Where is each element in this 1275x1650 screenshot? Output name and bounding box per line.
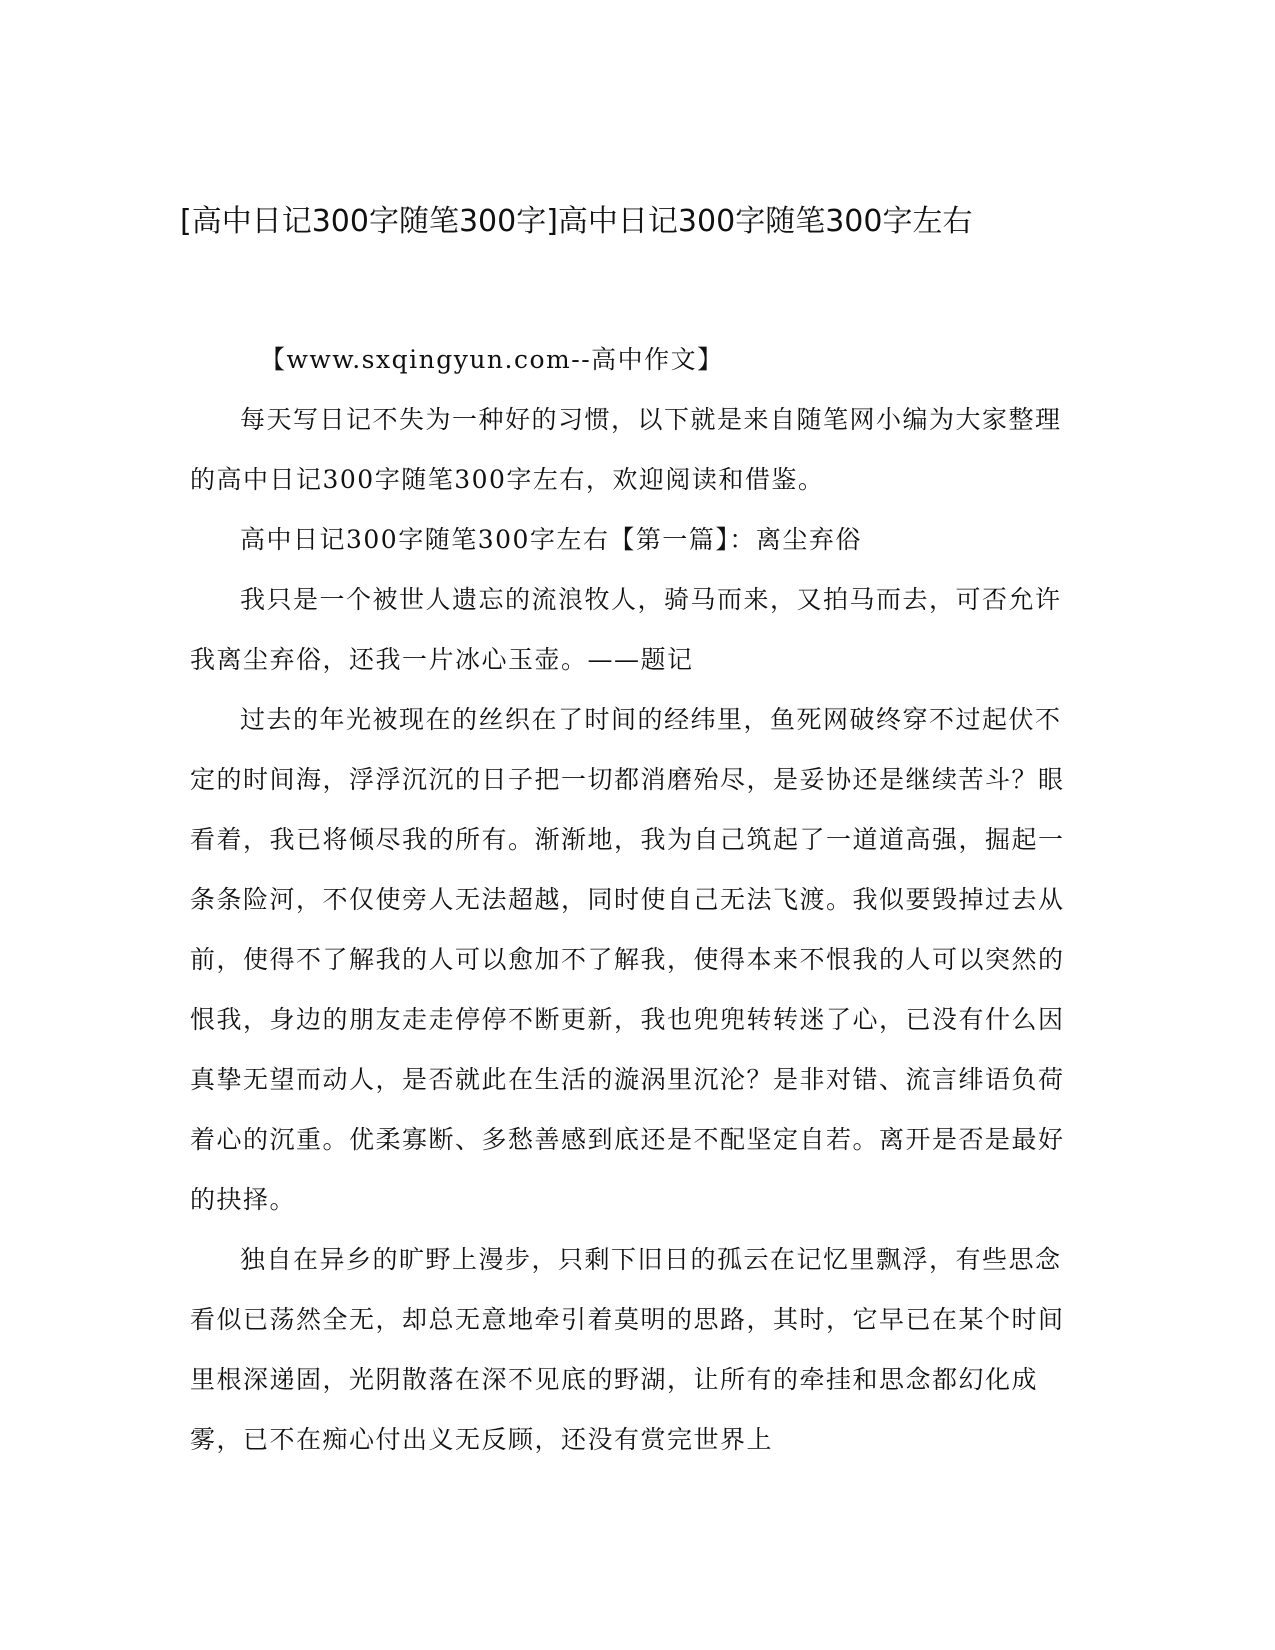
document-body xyxy=(190,330,1080,1470)
paragraph-body-1: 过去的年光被现在的丝织在了时间的经纬里，鱼死网破终穿不过起伏不定的时间海，浮浮沉沉的日子把一切都消磨殆尽，是妥协还是继续苦斗？眼看着，我已将倾尽我的所有。渐渐地，我为自己筑起了一道道高强，掘起一条条险河，不仅使旁人无法超越，同时使自己无法飞渡。我似要毁掉过去从前，使得不了解我的人可以愈加不了解我，使得本来不恨我的人可以突然的恨我，身边的朋友走走停停不断更新，我也兜兜转转迷了心，已没有什么因真挚无望而动人，是否就此在生活的漩涡里沉沦？是非对错、流言绯语负荷着心的沉重。优柔寡断、多愁善感到底还是不配坚定自若。离开是否是最好的抉择。 xyxy=(190,705,1065,1214)
paragraph-epigraph: 我只是一个被世人遗忘的流浪牧人，骑马而来，又拍马而去，可否允许我离尘弃俗，还我一片冰心玉壶。——题记 xyxy=(190,585,1062,674)
paragraph-body-2: 独自在异乡的旷野上漫步，只剩下旧日的孤云在记忆里飘浮，有些思念看似已荡然全无，却总无意地牵引着莫明的思路，其时，它早已在某个时间里根深递固，光阴散落在深不见底的野湖，让所有的牵挂和思念都幻化成雾，已不在痴心付出义无反顾，还没有赏完世界上 xyxy=(190,1245,1065,1454)
paragraph-intro: 每天写日记不失为一种好的习惯，以下就是来自随笔网小编为大家整理的高中日记300字随笔300字左右，欢迎阅读和借鉴。 xyxy=(190,405,1062,494)
section-heading: 高中日记300字随笔300字左右【第一篇】：离尘弃俗 xyxy=(240,525,862,554)
source-line: 【www.sxqingyun.com--高中作文】 xyxy=(260,345,724,374)
document-title: [高中日记300字随笔300字]高中日记300字随笔300字左右 xyxy=(180,204,973,239)
